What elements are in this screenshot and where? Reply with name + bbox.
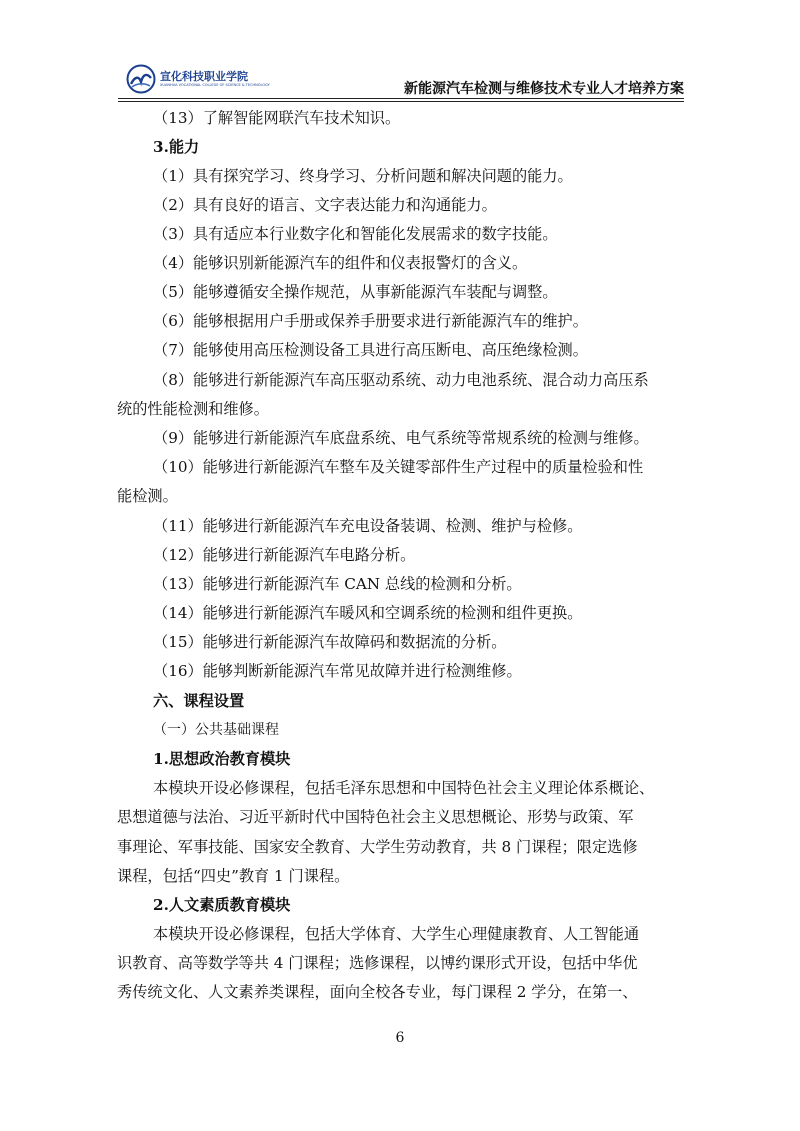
ability-item: （1）具有探究学习、终身学习、分析问题和解决问题的能力。 [153,167,573,185]
ability-item: （2）具有良好的语言、文字表达能力和沟通能力。 [153,196,497,214]
ability-item: （4）能够识别新能源汽车的组件和仪表报警灯的含义。 [153,254,528,272]
ability-item: （14）能够进行新能源汽车暖风和空调系统的检测和组件更换。 [153,604,583,622]
ability-item: （13）能够进行新能源汽车 CAN 总线的检测和分析。 [153,575,522,593]
module-paragraph-line: 秀传统文化、人文素养类课程，面向全校各专业，每门课程 2 学分，在第一、 [117,983,638,1001]
ability-item: （6）能够根据用户手册或保养手册要求进行新能源汽车的维护。 [153,312,588,330]
ability-item: （7）能够使用高压检测设备工具进行高压断电、高压绝缘检测。 [153,341,588,359]
ability-item: （9）能够进行新能源汽车底盘系统、电气系统等常规系统的检测与维修。 [153,429,649,447]
college-emblem-icon [126,64,156,94]
college-logo [126,64,270,94]
subsection-heading: （一）公共基础课程 [153,722,279,738]
ability-item: （15）能够进行新能源汽车故障码和数据流的分析。 [153,633,507,651]
ability-item: （16）能够判断新能源汽车常见故障并进行检测维修。 [153,662,522,680]
module-paragraph-line: 本模块开设必修课程，包括毛泽东思想和中国特色社会主义理论体系概论、 [153,779,655,797]
module-paragraph-line: 识教育、高等数学等共 4 门课程；选修课程，以博约课形式开设，包括中华优 [117,954,638,972]
module-heading: 1.思想政治教育模块 [153,750,291,768]
module-heading: 2.人文素质教育模块 [153,896,291,914]
ability-item: （10）能够进行新能源汽车整车及关键零部件生产过程中的质量检验和性 [153,458,644,476]
ability-item: （11）能够进行新能源汽车充电设备装调、检测、维护与检修。 [153,517,583,535]
ability-item: （8）能够进行新能源汽车高压驱动系统、动力电池系统、混合动力高压系 [153,371,649,389]
ability-item: （5）能够遵循安全操作规范，从事新能源汽车装配与调整。 [153,283,558,301]
ability-item-continued: 统的性能检测和维修。 [117,400,269,418]
document-title: 新能源汽车检测与维修技术专业人才培养方案 [404,81,684,97]
ability-heading: 3.能力 [153,138,200,156]
ability-item-continued: 能检测。 [117,487,178,505]
section-heading: 六、课程设置 [153,692,245,710]
knowledge-item-13: （13）了解智能网联汽车技术知识。 [153,109,401,127]
module-paragraph-line: 思想道德与法治、习近平新时代中国特色社会主义思想概论、形势与政策、军 [117,808,634,826]
page-header [118,62,684,96]
college-name: 宣化科技职业学院 [160,70,248,83]
college-name-en: XUANHUA VOCATIONAL COLLEGE OF SCIENCE & TECHNOLOGY [160,83,270,87]
module-paragraph-line: 本模块开设必修课程，包括大学体育、大学生心理健康教育、人工智能通 [153,925,639,943]
module-paragraph-line: 课程，包括“四史”教育 1 门课程。 [117,867,350,885]
header-divider [118,98,684,102]
ability-item: （3）具有适应本行业数字化和智能化发展需求的数字技能。 [153,225,558,243]
ability-item: （12）能够进行新能源汽车电路分析。 [153,546,416,564]
page-number: 6 [395,1030,405,1046]
module-paragraph-line: 事理论、军事技能、国家安全教育、大学生劳动教育，共 8 门课程；限定选修 [117,838,638,856]
